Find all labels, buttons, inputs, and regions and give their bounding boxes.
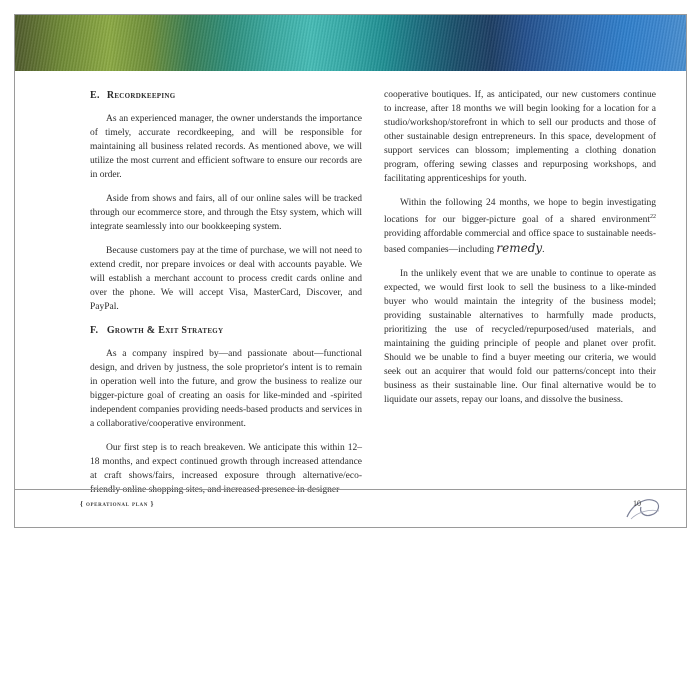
section-e-paragraph-2: Aside from shows and fairs, all of our online sales will be tracked through our ecommerce store, and through the Etsy system, which will integrate seamlessly into our bookkeeping system. bbox=[90, 194, 362, 232]
section-f-paragraph-4: In the unlikely event that we are unable to continue to operate as expected, we would first look to sell the business to a like-minded buyer who would maintain the integrity of the business model; providing sustainable alternatives to harmfully made products, prioritizing the use of recycled/repurposed/used materials, and maintaining the guiding principle of people and planet over profit. Should we be unable to find a buyer meeting our criteria, we would seek out an acquirer that would fold our patterns/concept into their business as their sustainable line. Our final alternative would be to liquidate our assets, repay our loans, and dissolve the business. bbox=[384, 269, 656, 405]
section-f-paragraph-2-continued: cooperative boutiques. If, as anticipated, our new customers continue to increase, after 18 months we will begin looking for a location for a studio/workshop/storefront in which to sell our products and those of other sustainable design entrepreneurs. In this space, development of support services can blossom; implementing a clothing donation program, offering sewing classes and repurposing workshops, and facilitating apprenticeships for youth. bbox=[384, 90, 656, 184]
swirl-ornament-icon bbox=[625, 493, 665, 523]
footer-section-label: { operational plan } bbox=[80, 499, 155, 508]
section-e-paragraph-1: As an experienced manager, the owner understands the importance of timely, accurate recordkeeping, and will be responsible for maintaining all business related records. As mentioned above, we will utilize the most current and efficient software to ensure our records are in order. bbox=[90, 114, 362, 180]
section-e-heading bbox=[90, 89, 362, 103]
section-e-letter: E. bbox=[90, 90, 100, 101]
left-column bbox=[90, 89, 362, 507]
right-column bbox=[384, 88, 656, 417]
section-f-letter: F. bbox=[90, 325, 99, 336]
page-number: 10 bbox=[633, 499, 641, 508]
section-e-title: Recordkeeping bbox=[106, 90, 176, 101]
section-e-paragraph-3: Because customers pay at the time of purchase, we will not need to extend credit, nor prepare invoices or deal with accounts payable. We will establish a merchant account to process credit cards online and over the phone. We will accept Visa, MasterCard, Discover, and PayPal. bbox=[90, 246, 362, 312]
document-page bbox=[14, 14, 687, 528]
section-f-paragraph-3 bbox=[384, 196, 656, 257]
page-number-flourish bbox=[625, 493, 665, 523]
paragraph-3-end: . bbox=[542, 245, 545, 255]
section-f-title: Growth & Exit Strategy bbox=[106, 325, 224, 336]
remedy-brand-name: remedy bbox=[496, 241, 543, 255]
paragraph-3-text-a: Within the following 24 months, we hope to begin investigating locations for our bigger-picture goal of a shared environment bbox=[384, 198, 656, 225]
footer-divider bbox=[15, 489, 686, 490]
section-f-paragraph-2: Our first step is to reach breakeven. We anticipate this within 12–18 months, and expect continued growth through increased attendance at craft shows/fairs, increased exposure through alternative/eco-friendly online shopping sites, and increased presence in designer bbox=[90, 443, 362, 495]
section-f-paragraph-1: As a company inspired by—and passionate about—functional design, and driven by justness, the sole proprietor's intent is to remain in operation well into the future, and grow the business to realize our bigger-picture goal of creating an oasis for like-minded and -spirited independent companies providing needs-based products and services in a collaborative/cooperative environment. bbox=[90, 349, 362, 429]
paragraph-3-text-b: providing affordable commercial and office space to sustainable needs-based companies—including bbox=[384, 229, 656, 255]
thread-spools-banner bbox=[15, 15, 686, 71]
footnote-ref-22: 22 bbox=[650, 214, 656, 220]
section-f-heading bbox=[90, 324, 362, 338]
